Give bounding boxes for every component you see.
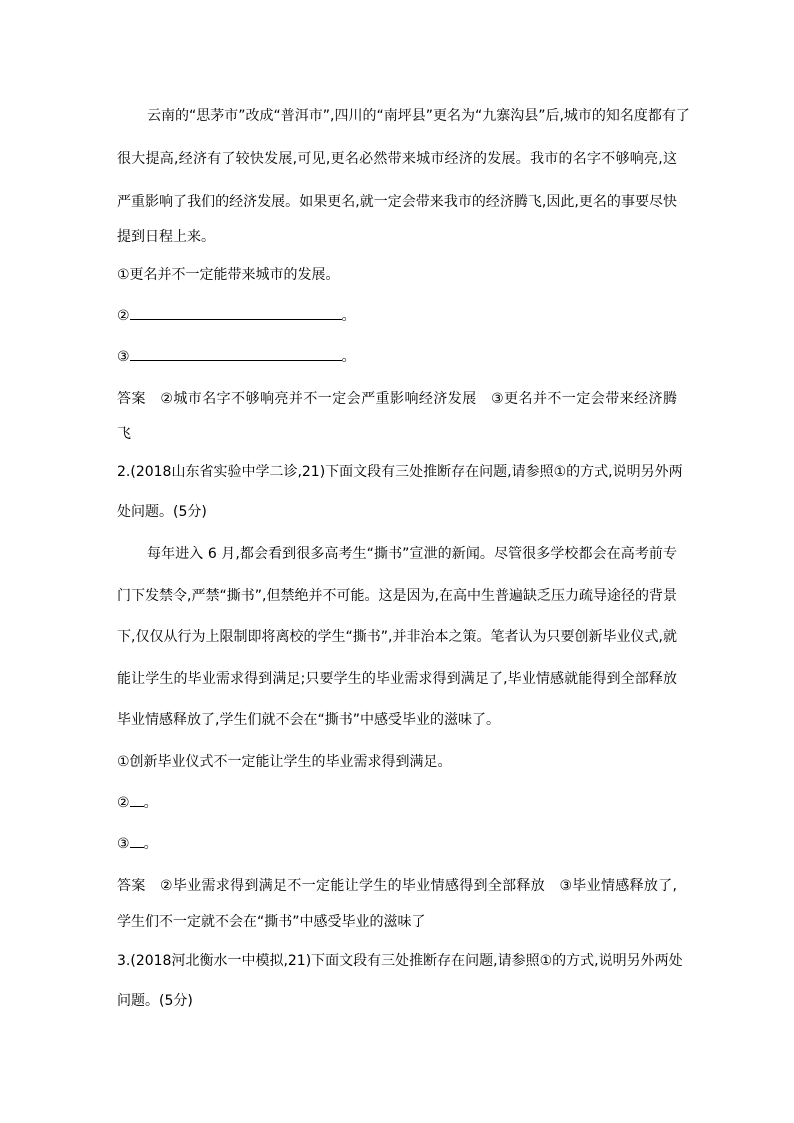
answer-blank <box>130 347 342 361</box>
item-number: ② <box>117 308 130 324</box>
item-number: ③ <box>117 836 130 852</box>
question2-passage-line-2: 门下发禁令,严禁“撕书”,但禁绝并不可能。这是因为,在高中生普遍缺乏压力疏导途径的背景 <box>117 588 677 604</box>
item-number: ③ <box>117 349 130 365</box>
question2-passage-line-1: 每年进入 6 月,都会看到很多高考生“撕书”宣泄的新闻。尽管很多学校都会在高考前专 <box>147 546 677 562</box>
answer-text: ②毕业需求得到满足不一定能让学生的毕业情感得到全部释放 ③毕业情感释放了, <box>159 878 677 894</box>
question2-passage-line-5: 毕业情感释放了,学生们就不会在“撕书”中感受毕业的滋味了。 <box>117 712 500 728</box>
passage1-item-2 <box>117 306 677 326</box>
question2-stem-line-2: 处问题。(5分) <box>117 504 207 520</box>
question2-answer-line-2: 学生们不一定就不会在“撕书”中感受毕业的滋味了 <box>117 914 426 930</box>
answer-blank <box>130 834 144 848</box>
item-end-mark: 。 <box>143 795 158 811</box>
passage1-line-3: 严重影响了我们的经济发展。如果更名,就一定会带来我市的经济腾飞,因此,更名的事要尽快 <box>117 194 677 210</box>
question2-passage-line-4: 能让学生的毕业需求得到满足;只要学生的毕业需求得到满足了,毕业情感就能得到全部释放 <box>117 671 677 687</box>
item-number: ② <box>117 795 130 811</box>
item-end-mark: 。 <box>341 349 356 365</box>
answer-blank <box>130 306 342 320</box>
question3-stem-line-1: 3.(2018河北衡水一中模拟,21)下面文段有三处推断存在问题,请参照①的方式,说明另外两处 <box>117 953 683 969</box>
question2-item-1: ①创新毕业仪式不一定能让学生的毕业需求得到满足。 <box>117 754 452 770</box>
question2-item-2 <box>117 793 677 813</box>
passage1-line-4: 提到日程上来。 <box>117 229 215 245</box>
question2-stem-line-1: 2.(2018山东省实验中学二诊,21)下面文段有三处推断存在问题,请参照①的方式,说明另外两 <box>117 464 683 480</box>
answer-blank <box>130 793 144 807</box>
item-end-mark: 。 <box>341 308 356 324</box>
answer-label: 答案 <box>117 878 146 894</box>
item-end-mark: 。 <box>143 836 158 852</box>
answer-label: 答案 <box>117 391 146 407</box>
passage1-item-1: ①更名并不一定能带来城市的发展。 <box>117 267 340 283</box>
passage1-line-1: 云南的“思茅市”改成“普洱市”,四川的“南坪县”更名为“九寨沟县”后,城市的知名度都有了 <box>147 108 690 124</box>
question3-stem-line-2: 问题。(5分) <box>117 993 193 1009</box>
passage1-answer-line-2: 飞 <box>117 426 131 442</box>
question2-passage-line-3: 下,仅仅从行为上限制即将离校的学生“撕书”,并非治本之策。笔者认为只要创新毕业仪式,就 <box>117 629 677 645</box>
passage1-line-2: 很大提高,经济有了较快发展,可见,更名必然带来城市经济的发展。我市的名字不够响亮,这 <box>117 151 677 167</box>
question2-answer-line-1 <box>117 876 677 896</box>
passage1-answer-line-1 <box>117 389 677 409</box>
answer-text: ②城市名字不够响亮并不一定会严重影响经济发展 ③更名并不一定会带来经济腾 <box>159 391 677 407</box>
passage1-item-3 <box>117 347 677 367</box>
question2-item-3 <box>117 834 677 854</box>
